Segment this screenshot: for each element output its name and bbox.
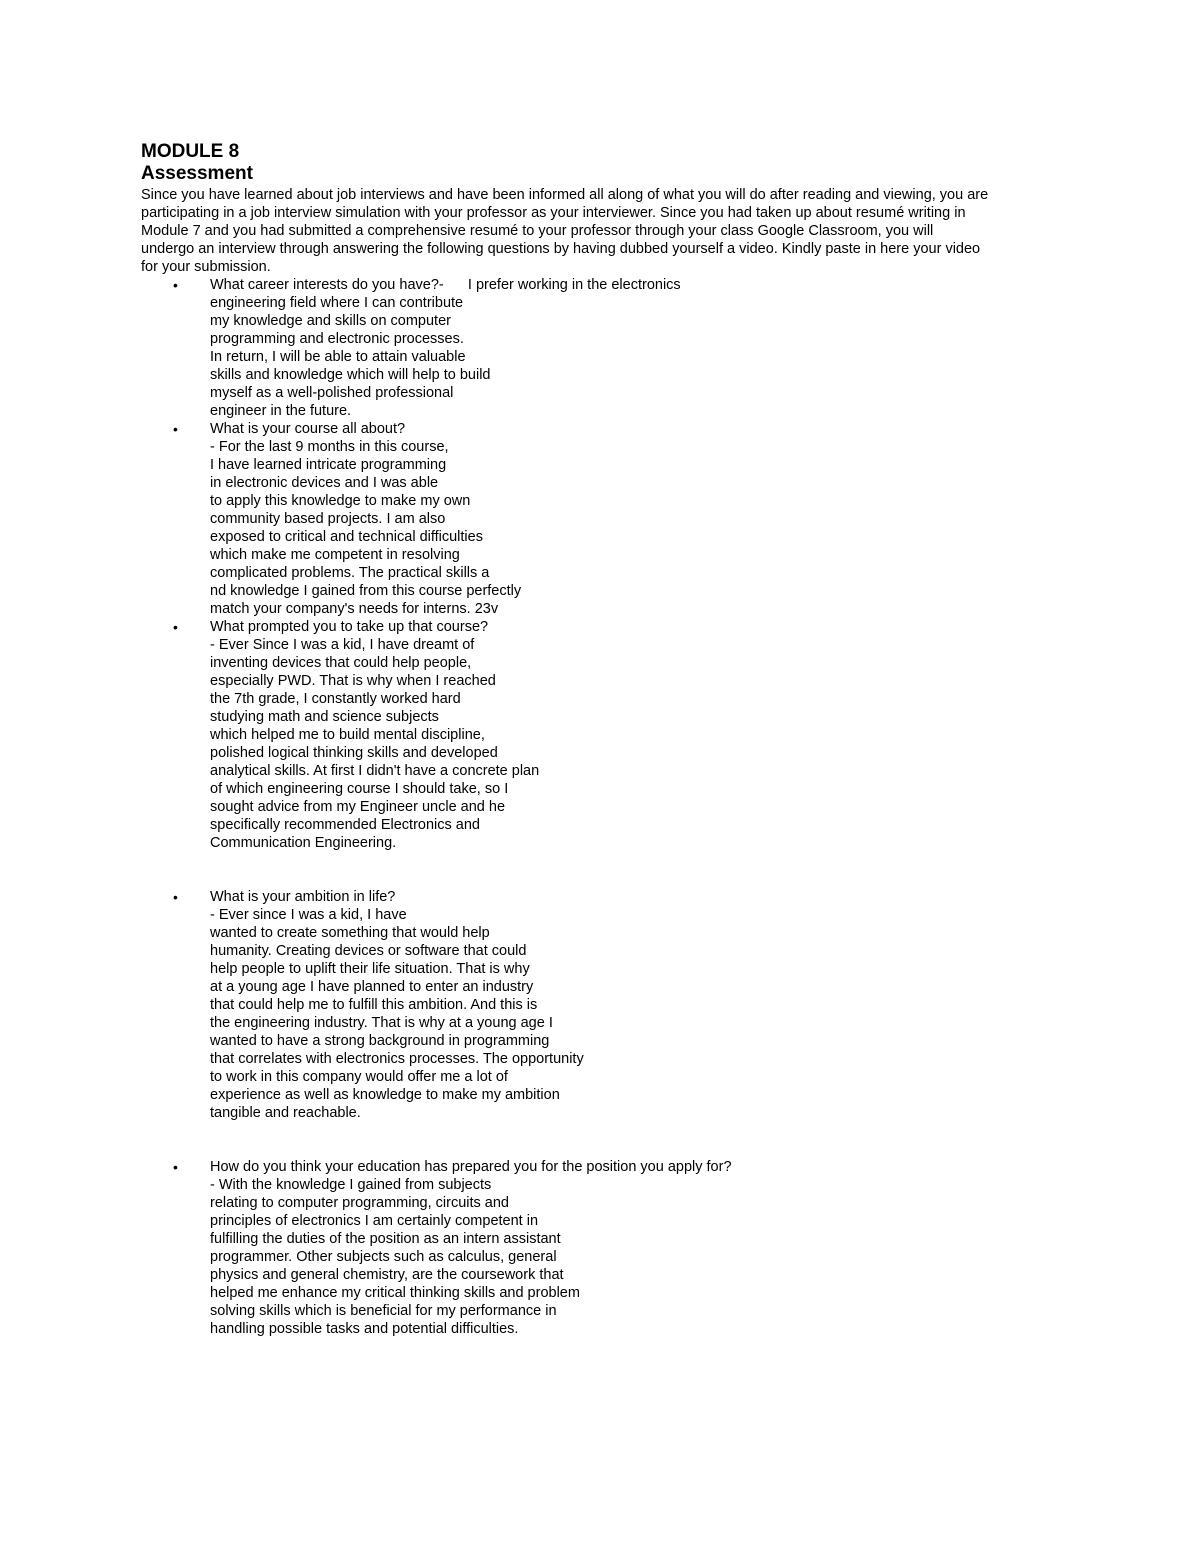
question-text: What prompted you to take up that course? [210, 619, 489, 635]
spacer [141, 852, 1071, 888]
question-item-motivation [141, 618, 1071, 852]
spacer [141, 1122, 1071, 1158]
answer-text: engineering field where I can contribute my knowledge and skills on computer programming and electronic processes. In return, I will be able to attain valuable skills and knowledge which will help to build myself as a well-polished professional engineer in the future. [210, 295, 491, 419]
question-list-final [141, 1158, 1071, 1338]
section-title: Assessment [141, 163, 253, 184]
answer-text: - With the knowledge I gained from subjects relating to computer programming, circuits and principles of electronics I am certainly competent in fulfilling the duties of the position as an intern assistant programmer. Other subjects such as calculus, general physics and general chemistry, are the coursework that helped me enhance my critical thinking skills and problem solving skills which is beneficial for my performance in handling possible tasks and potential difficulties. [210, 1177, 580, 1337]
bullet-icon: • [173, 889, 178, 905]
module-title: MODULE 8 [141, 141, 240, 162]
question-list [141, 276, 1071, 852]
question-item-career-interests [141, 276, 1071, 420]
question-text: What career interests do you have?- I prefer working in the electronics [210, 277, 681, 293]
bullet-icon: • [173, 1159, 178, 1175]
bullet-icon: • [173, 277, 178, 293]
bullet-icon: • [173, 421, 178, 437]
question-text: How do you think your education has prepared you for the position you apply for? [210, 1159, 732, 1175]
question-text: What is your ambition in life? [210, 889, 396, 905]
question-text: What is your course all about? [210, 421, 406, 437]
bullet-icon: • [173, 619, 178, 635]
question-item-education [141, 1158, 1071, 1338]
answer-text: - For the last 9 months in this course, I have learned intricate programming in electronic devices and I was able to apply this knowledge to make my own community based projects. I am also exposed to critical and technical difficulties which make me competent in resolving complicated problems. The practical skills a nd knowledge I gained from this course perfectly match your company's needs for interns. 23v [210, 439, 522, 617]
answer-text: - Ever since I was a kid, I have wanted to create something that would help humanity. Creating devices or software that could help people to uplift their life situation. That is why at a young age I have planned to enter an industry that could help me to fulfill this ambition. And this is the engineering industry. That is why at a young age I wanted to have a strong background in programming that correlates with electronics processes. The opportunity to work in this company would offer me a lot of experience as well as knowledge to make my ambition tangible and reachable. [210, 907, 584, 1121]
document-page [141, 141, 1071, 1338]
intro-paragraph: Since you have learned about job interviews and have been informed all along of what you will do after reading and viewing, you are participating in a job interview simulation with your professor as your interviewer. Since you had taken up about resumé writing in Module 7 and you had submitted a comprehensive resumé to your professor through your class Google Classroom, you will undergo an interview through answering the following questions by having dubbed yourself a video. Kindly paste in here your video for your submission. [141, 187, 989, 275]
question-list-continued [141, 888, 1071, 1122]
question-item-course [141, 420, 1071, 618]
answer-text: - Ever Since I was a kid, I have dreamt of inventing devices that could help people, especially PWD. That is why when I reached the 7th grade, I constantly worked hard studying math and science subjects which helped me to build mental discipline, polished logical thinking skills and developed analytical skills. At first I didn't have a concrete plan of which engineering course I should take, so I sought advice from my Engineer uncle and he specifically recommended Electronics and Communication Engineering. [210, 637, 540, 851]
question-item-ambition [141, 888, 1071, 1122]
